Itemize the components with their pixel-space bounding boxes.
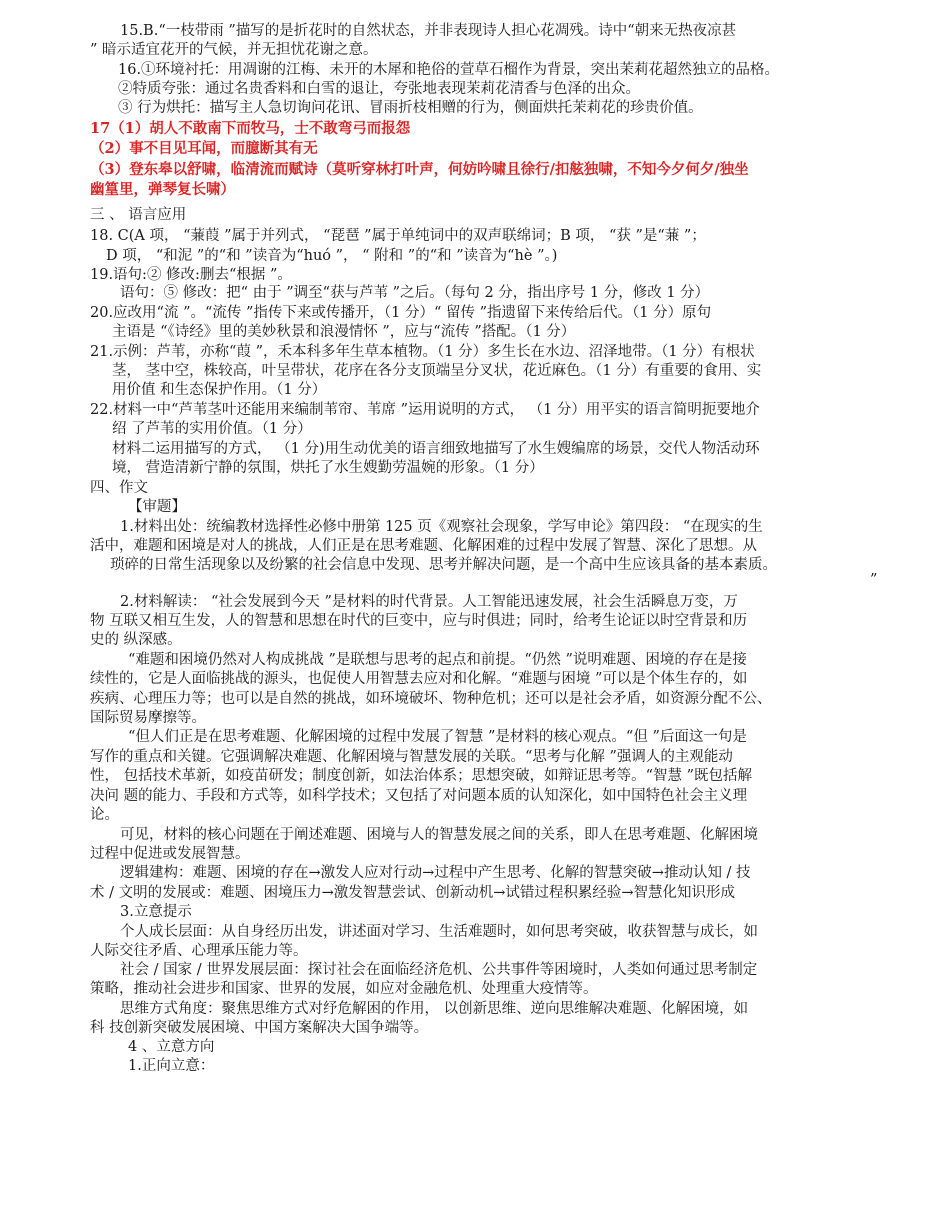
text-line: 琐碎的日常生活现象以及纷繁的社会信息中发现、思考并解决问题，是一个高中生应该具备的基本素质。 [110,557,777,573]
text-line: 15.B.“一枝带雨 ”描写的是折花时的自然状态，并非表现诗人担心花凋残。诗中“朝来无热夜凉甚 [120,23,737,39]
section-heading: 三 、 语言应用 [90,207,187,223]
text-line: 语句：⑤ 修改：把“ 由于 ”调至“获与芦苇 ”之后。（每句 2 分，指出序号 1 分，修改 1 分） [120,285,710,301]
text-line: 2.材料解读： “社会发展到今天 ”是材料的时代背景。人工智能迅速发展，社会生活瞬息万变，万 [120,594,738,610]
text-line: 境， 营造清新宁静的氛围，烘托了水生嫂勤劳温婉的形象。（1 分） [112,460,544,476]
text-line: 论。 [90,807,119,823]
text-line: ” [870,572,878,588]
subheading: 【审题】 [128,499,186,515]
text-line: 疾病、心理压力等；也可以是自然的挑战，如环境破坏、物种危机；还可以是社会矛盾，如资源分配不公、 [90,691,772,707]
text-line: 用价值 和生态保护作用。（1 分） [112,382,327,398]
section-heading: 四、作文 [90,480,148,496]
text-line: 主语是 “《诗经》里的美妙秋景和浪漫情怀 ”，应与“流传 ”搭配。（1 分） [112,324,576,340]
text-line: 人际交往矛盾、心理承压能力等。 [90,943,308,959]
text-line: 术 / 文明的发展或：难题、困境压力→激发智慧尝试、创新动机→试错过程积累经验→智慧化知识形成 [90,885,736,901]
answer-line-red: （3）登东皋以舒啸，临清流而赋诗（莫听穿林打叶声，何妨吟啸且徐行/扣舷独啸，不知今夕何夕/独坐 [90,161,749,178]
text-line: 国际贸易摩擦等。 [90,710,206,726]
text-line: 材料二运用描写的方式， （1 分)用生动优美的语言细致地描写了水生嫂编席的场景，交代人物活动环 [112,441,760,457]
text-line: 决问 题的能力、手段和方式等，如科学技术；又包括了对问题本质的认知深化，如中国特色社会主义理 [90,788,748,804]
text-line: ②特质夸张：通过名贵香料和白雪的退让，夸张地表现茉莉花清香与色泽的出众。 [118,81,640,97]
text-line: 思维方式角度：聚焦思维方式对纾危解困的作用， 以创新思维、逆向思维解决难题、化解困境，如 [120,1001,749,1017]
text-line: 社会 / 国家 / 世界发展层面：探讨社会在面临经济危机、公共事件等困境时，人类如何通过思考制定 [120,962,758,978]
text-line: 个人成长层面：从自身经历出发，讲述面对学习、生活难题时，如何思考突破，收获智慧与成长，如 [120,924,758,940]
text-line: 可见，材料的核心问题在于阐述难题、困境与人的智慧发展之间的关系，即人在思考难题、化解困境 [120,827,758,843]
text-line: 科 技创新突破发展困境、中国方案解决大国争端等。 [90,1020,429,1036]
text-line: 21.示例：芦苇，亦称“葭 ”，禾本科多年生草本植物。（1 分）多生长在水边、沼泽地带。（1 分）有根状 [90,344,755,360]
text-line: 策略，推动社会进步和国家、世界的发展，如应对金融危机、处理重大疫情等。 [90,981,598,997]
text-line: 性， 包括技术革新，如疫苗研发；制度创新，如法治体系；思想突破，如辩证思考等。“智慧 ”既包括解 [90,768,753,784]
text-line: 茎， 茎中空，株较高，叶呈带状，花序在各分支顶端呈分叉状，花近麻色。（1 分）有重要的食用、实 [112,363,762,379]
text-line: D 项， “和泥 ”的“和 ”读音为“huó ”， “ 附和 ”的“和 ”读音为“hè ”。) [106,248,558,264]
text-line: 22.材料一中“芦苇茎叶还能用来编制苇帘、苇席 ”运用说明的方式， （1 分）用平实的语言简明扼要地介 [90,402,760,418]
text-line: 绍 了芦苇的实用价值。（1 分） [112,421,312,437]
text-line: 续性的，它是人面临挑战的源头，也促使人用智慧去应对和化解。“难题与困境 ”可以是个体生存的，如 [90,671,748,687]
text-line: 活中，难题和困境是对人的挑战，人们正是在思考难题、化解困难的过程中发展了智慧、深化了思想。从 [90,538,757,554]
answer-line-red: （2）事不目见耳闻，而臆断其有无 [90,140,318,157]
answer-line-red: 幽篁里，弹琴复长啸） [90,181,235,198]
text-line: 1.材料出处：统编教材选择性必修中册第 125 页《观察社会现象，学写申论》第四段： “在现实的生 [120,519,763,535]
text-line: 20.应改用“流 ”。“流传 ”指传下来或传播开，（1 分）“ 留传 ”指遗留下来传给后代。（1 分）原句 [90,305,712,321]
subheading: 4 、立意方向 [128,1039,215,1055]
text-line: 物 互联又相互生发，人的智慧和思想在时代的巨变中，应与时俱进；同时，给考生论证以时空背景和历 [90,613,748,629]
text-line: ” 暗示适宜花开的气候，并无担忧花谢之意。 [90,42,378,58]
text-line: 史的 纵深感。 [90,632,182,648]
text-line: “难题和困境仍然对人构成挑战 ”是联想与思考的起点和前提。“仍然 ”说明难题、困境的存在是接 [128,652,747,668]
text-line: ③ 行为烘托：描写主人急切询问花讯、冒雨折枝相赠的行为，侧面烘托茉莉花的珍贵价值。 [118,100,703,116]
text-line: 写作的重点和关键。它强调解决难题、化解困境与智慧发展的关联。“思考与化解 ”强调人的主观能动 [90,749,733,765]
text-line: 16.①环境衬托：用凋谢的江梅、未开的木犀和艳俗的萱草石榴作为背景，突出茉莉花超然独立的品格。 [118,62,780,78]
text-line: 19.语句:② 修改:删去“根据 ”。 [90,267,292,283]
answer-line-red: 17（1）胡人不敢南下而牧马，士不敢弯弓而报怨 [90,120,411,137]
text-line: 18. C(A 项， “蒹葭 ”属于并列式， “琵琶 ”属于单纯词中的双声联绵词；B 项， “获 ”是“蒹 ”； [90,228,706,244]
text-line: “但人们正是在思考难题、化解困境的过程中发展了智慧 ”是材料的核心观点。“但 ”后面这一句是 [128,729,747,745]
subheading: 3.立意提示 [120,904,192,920]
subheading: 1.正向立意： [128,1058,215,1074]
text-line: 过程中促进或发展智慧。 [90,846,250,862]
text-line: 逻辑建构：难题、困境的存在→激发人应对行动→过程中产生思考、化解的智慧突破→推动认知 / 技 [120,865,751,881]
